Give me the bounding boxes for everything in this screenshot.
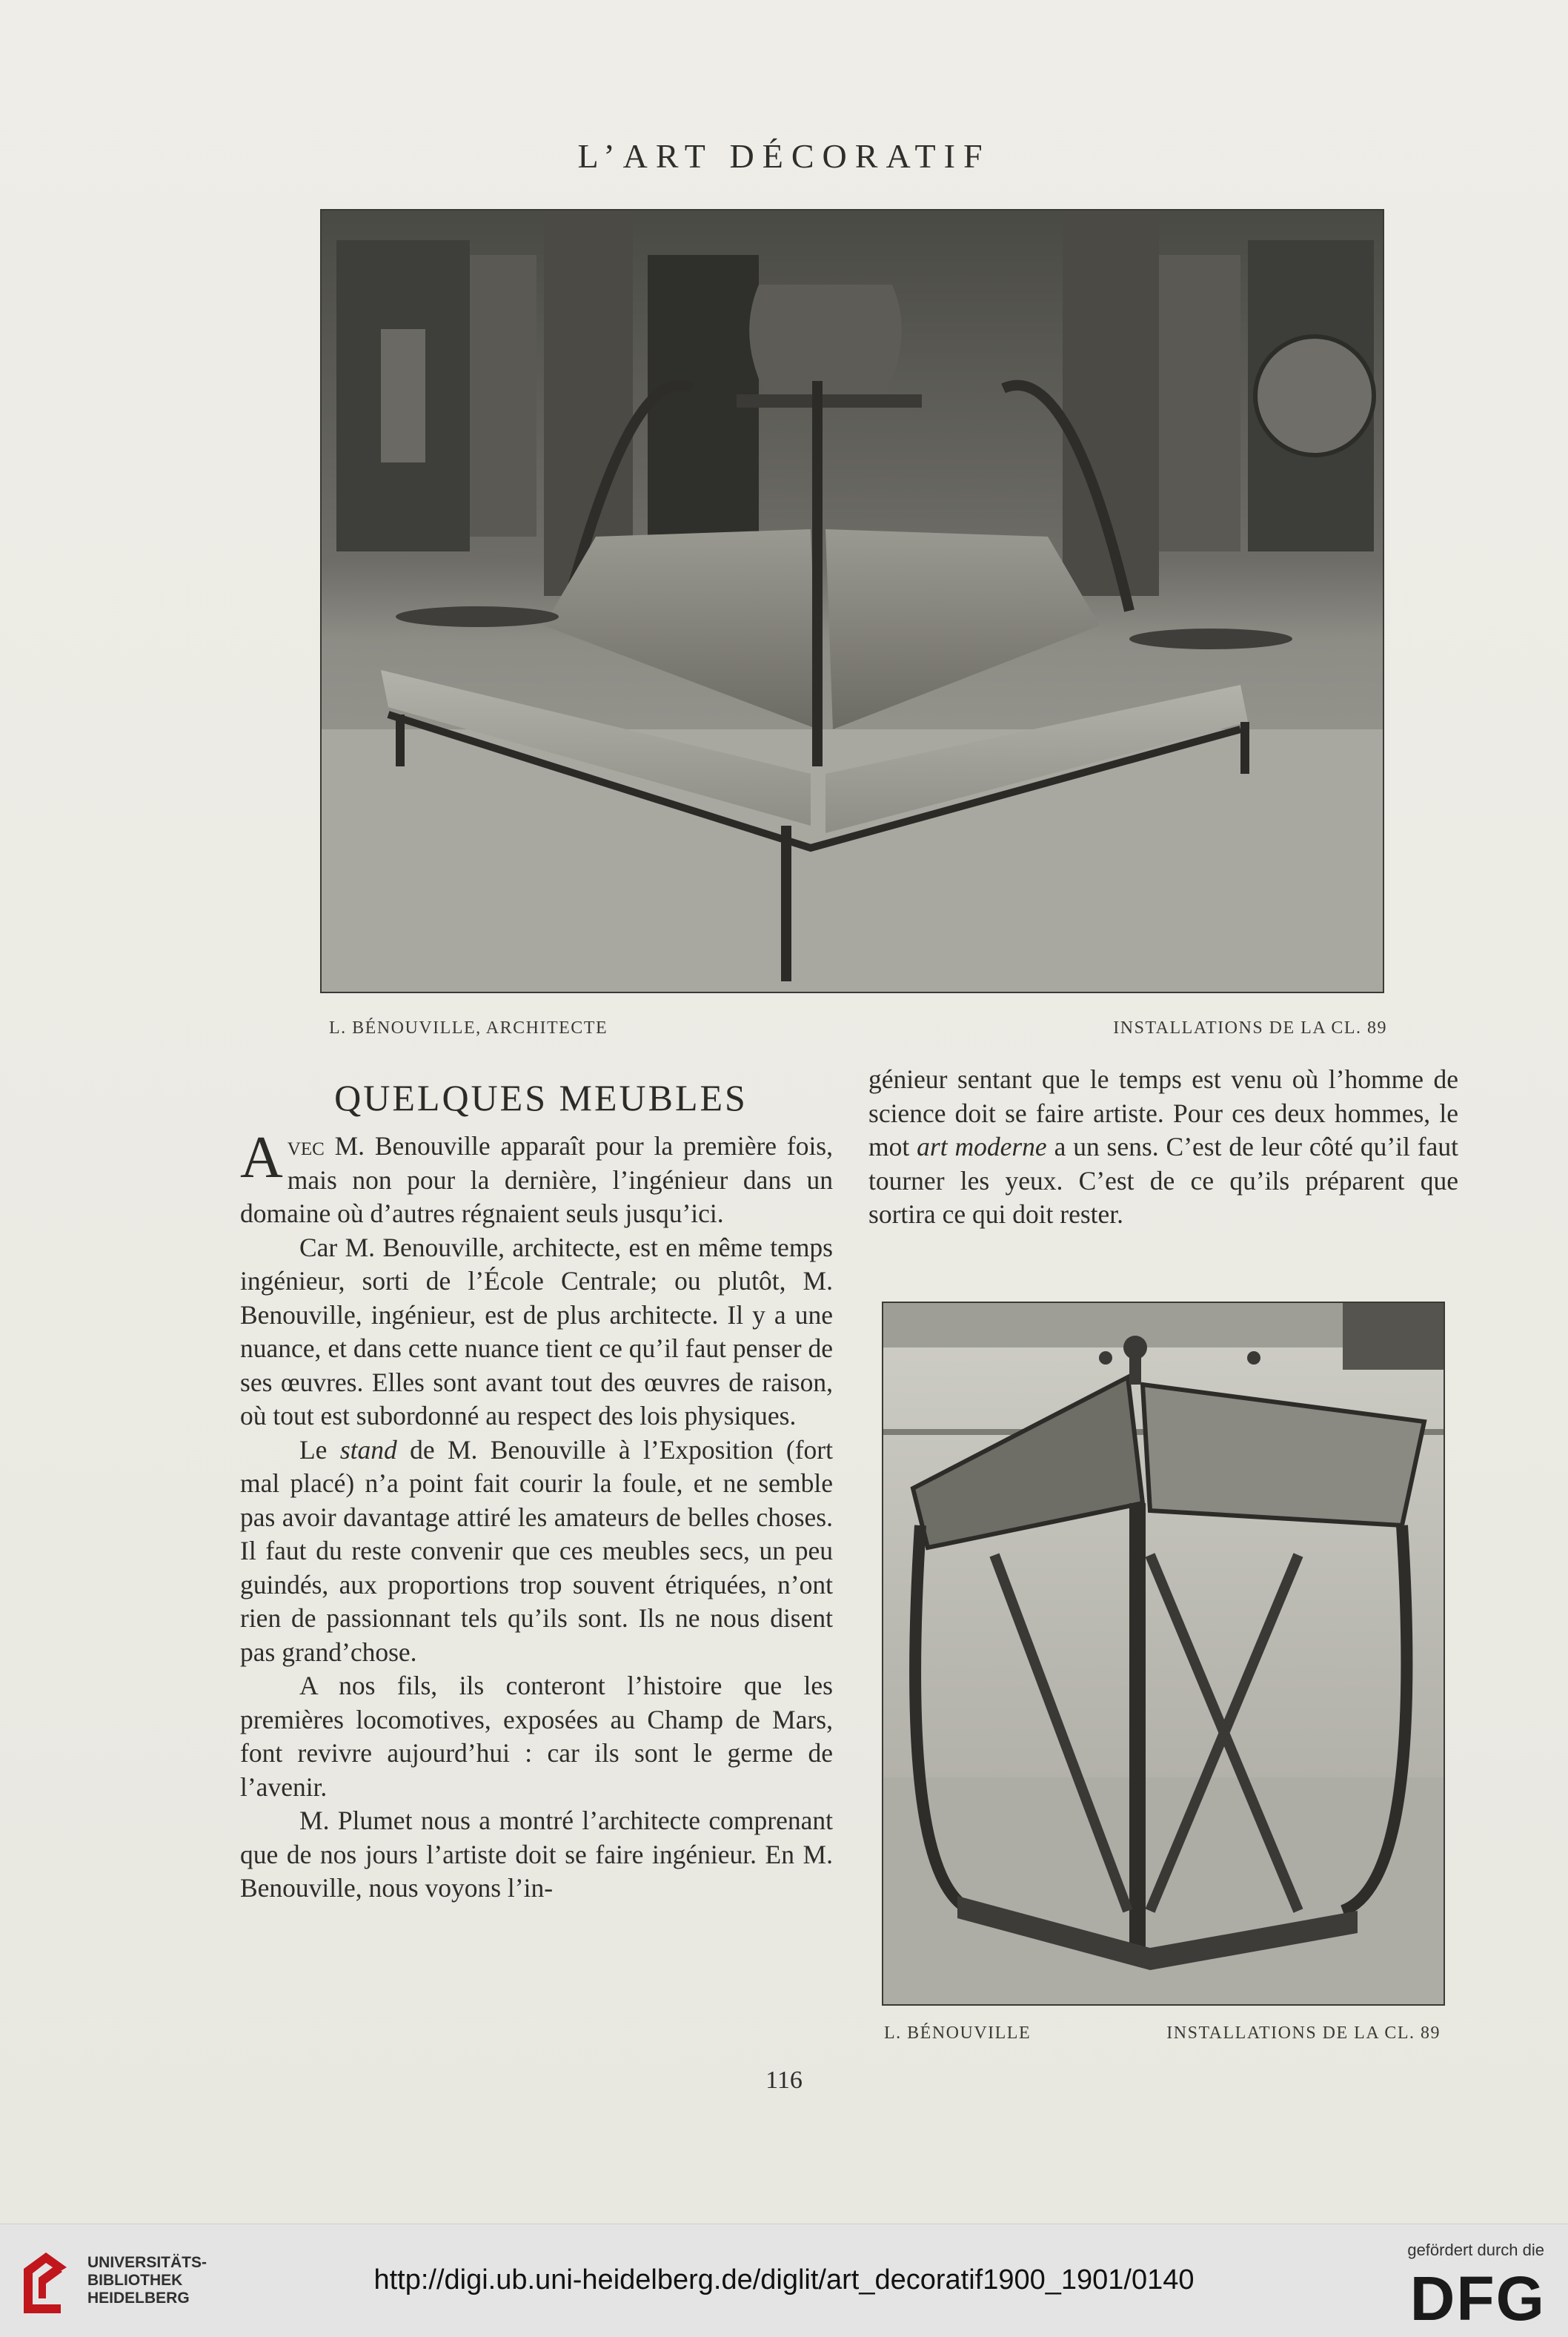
drop-cap: A	[240, 1125, 283, 1190]
library-name-line-1: UNIVERSITÄTS-	[87, 2254, 207, 2271]
paragraph-4: A nos fils, ils conteront l’histoire que les premières locomotives, exposées au Champ de Mars, font revivre aujourd’hui : car ils sont le germe de l’avenir.	[240, 1671, 833, 1802]
paragraph-3	[240, 1433, 833, 1670]
figure-banquette	[320, 209, 1384, 993]
digitization-footer	[0, 2224, 1568, 2337]
paragraph-3-rest: de M. Benouville à l’Exposition (fort mal placé) n’a point fait courir la foule, et ne semble pas avoir davantage attiré les amateurs de belles choses. Il faut du reste convenir que ces meubles secs, un peu guindés, aux proportions trop souvent étriquées, n’ont rien de passionnant tels qu’ils sont. Ils ne nous disent pas grand’chose.	[240, 1434, 833, 1667]
running-title: L’ART DÉCORATIF	[577, 137, 991, 175]
figure-top-caption-right: INSTALLATIONS DE LA CL. 89	[1113, 1018, 1387, 1038]
text-column-right	[868, 1063, 1458, 1232]
figure-bottom-caption-right: INSTALLATIONS DE LA CL. 89	[1166, 2023, 1441, 2043]
paragraph-3-start: Le	[299, 1434, 340, 1465]
text-column-left	[240, 1125, 833, 1906]
banquette-photo	[322, 211, 1383, 992]
figure-bottom-caption-left: L. BÉNOUVILLE	[884, 2023, 1032, 2043]
paragraph-6	[868, 1063, 1458, 1232]
paragraph-6-rest: a un sens. C’est de leur côté qu’il faut tourner les yeux. C’est de ce qu’ils préparent que sortira ce qui doit rester.	[868, 1132, 1458, 1229]
paragraph-2: Car M. Benouville, architecte, est en même temps ingénieur, sorti de l’École Centrale; ou plutôt, M. Benouville, ingénieur, est de plus architecte. Il y a une nuance, et dans cette nuance tient ce qu’il faut penser de ses œuvres. Elles sont avant tout des œuvres de raison, où tout est subordonné au respect des lois physiques.	[240, 1232, 833, 1431]
figure-vitrine	[882, 1302, 1445, 2006]
paragraph-1-smallcaps: vec	[287, 1131, 325, 1161]
permalink-url[interactable]: http://digi.ub.uni-heidelberg.de/diglit/art_decoratif1900_1901/0140	[373, 2264, 1195, 2295]
article-title: QUELQUES MEUBLES	[334, 1077, 748, 1118]
funding-note: gefördert durch die	[1407, 2241, 1544, 2259]
paragraph-3-italic: stand	[339, 1434, 397, 1465]
paragraph-6-start: génieur sentant que le temps est venu où l’homme de science doit se faire artiste. Pour ces deux hommes, le mot	[868, 1064, 1458, 1161]
paragraph-1	[240, 1125, 833, 1231]
paragraph-1-text: M. Benouville apparaît pour la première fois, mais non pour la dernière, l’ingénieur dans un domaine où d’autres régnaient seuls jusqu’ici.	[240, 1131, 833, 1228]
figure-top-caption-left: L. BÉNOUVILLE, ARCHITECTE	[329, 1018, 608, 1038]
page-number: 116	[765, 2066, 803, 2094]
paragraph-6-italic: art moderne	[917, 1132, 1047, 1161]
dfg-logo: DFG	[1409, 2264, 1546, 2333]
library-name-line-3: HEIDELBERG	[87, 2290, 190, 2307]
vitrine-photo	[883, 1303, 1444, 2004]
library-name-line-2: BIBLIOTHEK	[87, 2272, 183, 2289]
paragraph-5: M. Plumet nous a montré l’architecte comprenant que de nos jours l’artiste doit se faire ingénieur. En M. Benouville, nous voyons l’in-	[240, 1806, 833, 1903]
